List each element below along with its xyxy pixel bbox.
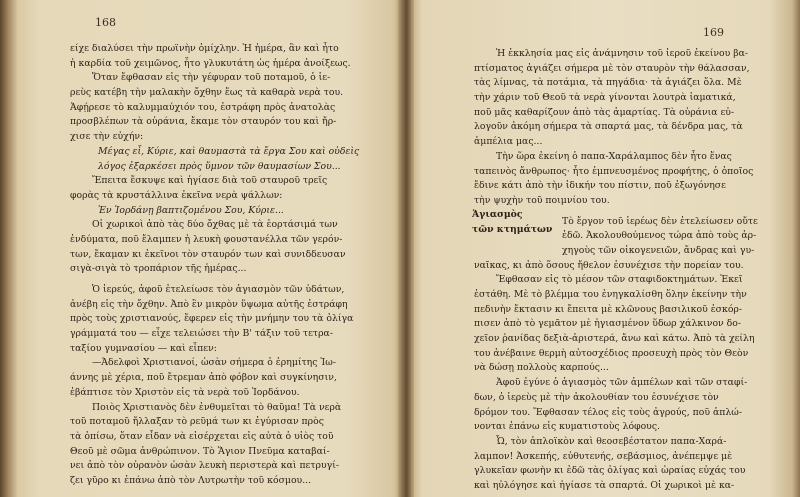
text-line: δρόμον του. Ἔφθασαν τέλος εἰς τοὺς ἀγρούς, ποῦ ἁπλώ- [474,406,742,418]
text-line: ἀμπέλια μας... [474,136,543,148]
text-line: τὴν χάριν τοῦ Θεοῦ τὰ νερὰ γίνονται λουτρὰ ἰαματικά, [474,92,736,104]
text-line: πισεν ἀπὸ τὸ γεμᾶτον μὲ ἡγιασμένον ὕδωρ χάλκινον δο- [474,318,741,330]
text-line: —Ἀδελφοὶ Χριστιανοί, ὡσὰν σήμερα ὁ ἐρημίτης Ἰω- [92,357,336,369]
text-line: ἐδῶ. Ἀκολουθούμενος τώρα ἀπὸ τοὺς ἀρ- [562,230,757,242]
text-line: ἔδινε κάτι ἀπὸ τὴν ἰδικήν του πίστιν, ποῦ ἐξωγόνησε [474,180,726,192]
text-line: Οἱ χωρικοὶ ἀπὸ τὰς δύο ὄχθας μὲ τὰ ἑορτάσιμά των [92,219,338,231]
text-line: γράμματά του — εἶχε τελειώσει τὴν Β' τάξιν τοῦ τετρα- [70,328,333,340]
text-line: χηγοὺς τῶν οἰκογενειῶν, ἄνδρας καὶ γυ- [562,244,755,256]
text-line: τὴν ψυχὴν τοῦ ποιμνίου του. [474,194,610,206]
text-line: γλυκεῖαν φωνὴν κι ἐδῶ τὰς ὀλίγας καὶ ὡραίας εὐχάς του [474,465,746,477]
margin-heading-line: Ἁγιασμὸς [472,209,523,220]
text-line: πεδινὴν ἔκτασιν κι ἔπειτα μὲ κλῶνους βασιλικοῦ ἐσκόρ- [474,303,743,315]
text-line: του ἀνέβαινε θερμὴ αὐτοσχέδιος προσευχὴ πρὸς τὸν Θεὸν [474,347,749,359]
right-page [406,0,800,497]
text-line: ἐνδύματα, ποῦ ἔλαμπεν ἡ λευκὴ φουστανέλλα τῶν γερόν- [70,233,343,245]
text-line: ποῦ μᾶς καθαρίζουν ἀπὸ τὰς ἁμαρτίας. Τὰ οὐράνια εὐ- [474,106,735,118]
text-line: Ἡ ἐκκλησία μας εἰς ἀνάμνησιν τοῦ ἱεροῦ ἐκείνου βα- [496,48,749,59]
text-line: ζει γῦρο κι ἐπάνω ἀπὸ τὸν Λυτρωτὴν τοῦ κόσμου... [70,474,312,486]
text-line: Ὅταν ἔφθασαν εἰς τὴν γέφυραν τοῦ ποταμοῦ, ὁ ἱε- [92,72,331,84]
text-line: Ἀφοῦ ἐγύνε ὁ ἁγιασμὸς τῶν ἀμπέλων καὶ τῶν σταφί- [496,377,748,389]
text-line: σιγὰ-σιγὰ τὸ τροπάριον τῆς ἡμέρας... [70,263,247,275]
text-line: Ἀφῄρεσε τὸ καλυμμαύχιόν του, ἐστράφη πρὸς ἀνατολὰς [70,101,336,113]
text-line: πτίσματος ἁγιάζει σήμερα μὲ τὸν σταυρὸν τὴν θάλασσαν, [474,62,750,74]
text-line: των, ἔκαμαν κι ἐκεῖνοι τὸν σταυρόν των καὶ συνιδδευσαν [70,248,346,260]
text-line: ναῖκας, κι ἀπὸ ὅσους ἤθελον ἐσυνέχισε τὴν πορείαν του. [474,259,744,271]
quote-line: λόγος ἐξαρκέσει πρὸς ὕμνον τῶν θαυμασίων Σου... [98,160,341,172]
text-line: Ἔφθασαν εἰς τὸ μέσον τῶν σταφιδοκτημάτων. Ἐκεῖ [496,274,743,286]
text-line: τοῦ ποταμοῦ ἤλλαξαν τὸ ρεῦμά των κι ἐγύρισαν πρὸς [70,416,324,428]
book-gutter [398,0,414,497]
left-page-text [70,42,370,489]
text-line: ρεὺς κατέβη τὴν μαλακὴν ὄχθην ἕως τὰ καθαρὰ νερὰ του. [70,87,344,99]
text-line: ἐστάθη. Μὲ τὸ βλέμμα του ἐνηγκαλίσθη ὅλην ἐκείνην τὴν [474,289,747,300]
text-line: ταπεινὸς ἄνθρωπος· ἦτο ἐμπνευσμένος προφήτης, ὁ ὁποῖος [474,165,754,177]
text-line: λαμπον! Ἀσκεπής, εὐθυτενής, σεβάσμιος, ἀνέπεμψε μὲ [474,450,733,462]
page-number: 169 [703,26,724,39]
right-page-text [474,47,774,494]
text-line: καὶ ηὐλόγησε καὶ ἡγίασε τὰ σπαρτά. Οἱ χωρικοὶ μὲ κα- [474,479,735,491]
margin-heading-line: τῶν κτημάτων [472,223,553,235]
margin-heading [472,208,552,237]
quote-line: Μέγας εἶ, Κύριε, καὶ θαυμαστὰ τὰ ἔργα Σου καὶ οὐδεὶς [98,145,360,157]
text-line: ἐβάπτισε τὸν Χριστὸν εἰς τὰ νερὰ τοῦ Ἰορδάνου. [70,386,300,398]
text-line: Ποιὸς Χριστιανὸς δὲν ἐνθυμεῖται τὸ θαῦμα! Τὰ νερὰ [92,401,342,413]
text-line: Θεοῦ μὲ σῶμα ἀνθρώπινον. Τὸ Ἅγιον Πνεῦμα καταβαί- [70,445,330,457]
text-line: τὰς λίμνας, τὰ ποτάμια, τὰ πηγάδια· τὰ ἁγιάζει ὅλα. Μὲ [474,77,742,89]
quote-line: Ἐν Ἰορδάνῃ βαπτιζομένου Σου, Κύριε... [98,204,284,216]
text-line: πρὸς τοὺς χριστιανούς, ἔφερεν εἰς τὴν μνήμην του τὰ ὀλίγα [70,313,354,325]
text-line: χεῖον ῥανίδας δεξιὰ-ἀριστερά, ἄνω καὶ κάτω. Ἀπὸ τὰ χείλη [474,333,755,345]
text-line: Ἔπειτα ἔσκυψε καὶ ἡγίασε διὰ τοῦ σταυροῦ τρεῖς [92,175,328,187]
text-line: ταξίου γυμνασίου — καὶ εἶπεν: [70,342,217,354]
text-line: λογοῦν ἀκόμη σήμερα τὰ σπαρτά μας, τὰ δένδρα μας, τὰ [474,121,743,133]
text-line: ἡ καρδία τοῦ χειμῶνος, ἦτο γλυκυτάτη ὡς ἡμέρα ἀνοίξεως. [70,57,351,69]
text-line: προσβλέπων τὰ οὐράνια, ἔκαμε τὸν σταυρόν του καὶ ἤρ- [70,116,337,128]
text-line: δων, ὁ ἱερεὺς μὲ τὴν ἀκολουθίαν του ἐσυνέχισε τὸν [474,391,719,403]
page-number: 168 [95,16,116,29]
text-line: Τὸ ἔργον τοῦ ἱερέως δὲν ἐτελείωσεν οὔτε [562,215,758,227]
text-line: φορὰς τὰ κρυστάλλινα ἐκεῖνα νερὰ ψάλλων: [70,189,283,201]
text-line: άννης μὲ χέρια, ποῦ ἔτρεμαν ἀπὸ φόβον καὶ συγκίνησιν, [70,372,337,384]
text-line: Ὦ, τὸν ἁπλοϊκὸν καὶ θεοσεβέστατον παπα-Χαρά- [496,435,727,447]
text-line: Τὴν ὥρα ἐκείνη ὁ παπα-Χαράλαμπος δὲν ἦτο ἕνας [496,150,732,162]
text-line: ἀνέβη εἰς τὴν ὄχθην. Ἀπὸ ἓν μικρὸν ὕψωμα αὐτῆς ἐστράφη [70,298,348,310]
text-line: Ὁ ἱερεύς, ἀφοῦ ἐτελείωσε τὸν ἁγιασμὸν τῶν ὑδάτων, [92,284,345,295]
text-line: τὰ ὀπίσω, ὅταν εἶδαν νὰ εἰσέρχεται εἰς αὐτὰ ὁ υἱὸς τοῦ [70,430,334,442]
text-line: είχε διαλύσει τὴν πρωϊνὴν ὁμίχλην. Ἡ ἡμέρα, ἂν καὶ ἦτο [70,43,339,54]
text-line: νει ἀπὸ τὸν οὐρανὸν ὡσὰν λευκὴ περιστερὰ καὶ πετρυγί- [70,460,339,472]
text-line: νὰ δώσῃ πολλοὺς καρπούς... [474,362,609,374]
text-line: χισε τὴν εὐχήν: [70,131,144,143]
text-line: νονται ἐπάνω εἰς κυματιστοὺς λόφους. [474,421,660,433]
